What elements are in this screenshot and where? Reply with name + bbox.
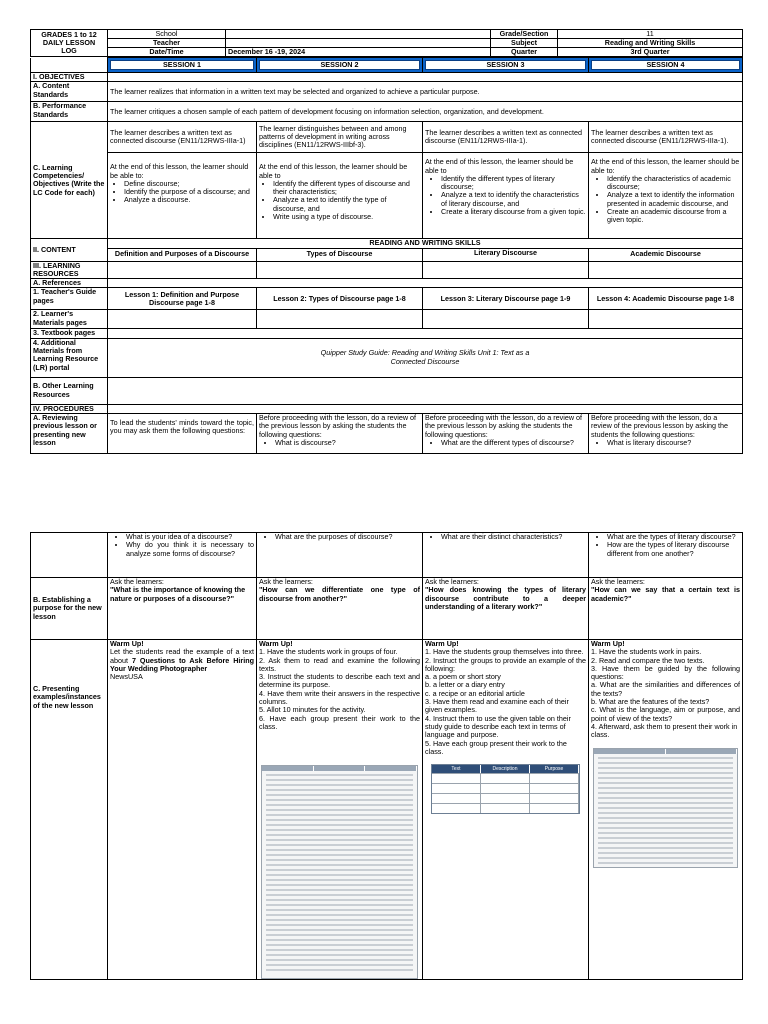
- content-banner: READING AND WRITING SKILLS: [108, 239, 743, 248]
- other-resources-label: B. Other Learning Resources: [31, 377, 108, 404]
- datetime-label: Date/Time: [108, 48, 226, 57]
- competency-s1: The learner describes a written text as connected discourse (EN11/12RWS-IIIa-1): [108, 122, 257, 153]
- additional-materials-value: Quipper Study Guide: Reading and Writing Skills Unit 1: Text as a Connected Discourse: [108, 338, 743, 377]
- topic-s1: Definition and Purposes of a Discourse: [108, 248, 257, 261]
- present-s2: Warm Up! 1. Have the students work in groups of four. 2. Ask them to read and examine the following texts. 3. Instruct the students to describe each text and determine its purpose. 4. Have them write their answers in the respective columns. 5. Allot 10 minutes for the activity. 6. Have each group present their work to the class.: [257, 640, 423, 980]
- review-cont-s1: • What is your idea of a discourse? • Why do you think it is necessary to analyze some forms of discourse?: [108, 533, 257, 578]
- present-s1: Warm Up! Let the students read the example of a text about 7 Questions to Ask Before Hiring Your Wedding Photographer NewsUSA: [108, 640, 257, 980]
- purpose-s4: Ask the learners: "How can we say that a certain text is academic?": [589, 578, 743, 640]
- topic-s2: Types of Discourse: [257, 248, 423, 261]
- text-description-purpose-table: Text Description Purpose: [431, 764, 580, 814]
- grade-label: Grade/Section: [491, 30, 558, 39]
- tg-s1: Lesson 1: Definition and Purpose Discourse page 1-8: [108, 288, 257, 310]
- review-cont-s2: • What are the purposes of discourse?: [257, 533, 423, 578]
- sample-text-worksheet: [261, 765, 418, 979]
- topic-s4: Academic Discourse: [589, 248, 743, 261]
- procedures-label: IV. PROCEDURES: [31, 404, 108, 413]
- additional-materials-label: 4. Additional Materials from Learning Resource (LR) portal: [31, 338, 108, 377]
- learners-materials-label: 2. Learner's Materials pages: [31, 310, 108, 329]
- school-label: School: [108, 30, 226, 39]
- content-standards-text: The learner realizes that information in a written text may be selected and organized to achieve a particular purpose.: [108, 82, 743, 102]
- dll-table-1: [30, 29, 743, 57]
- datetime-value: December 16 -19, 2024: [226, 48, 491, 57]
- references-label: A. References: [31, 279, 108, 288]
- dll-title: GRADES 1 to 12 DAILY LESSON LOG: [31, 30, 108, 57]
- present-s3: Warm Up! 1. Have the students group themselves into three. 2. Instruct the groups to provide an example of the following: a. a poem or short story b. a letter or a diary entry c. a recipe or an editorial article 3. Have them read and examine each of their given examples. 4. Instruct them to use the given table on their study guide to describe each text in terms of language and purpose. 5. Have each group present their work to the class. Text Description Purpose: [423, 640, 589, 980]
- performance-standards-text: The learner critiques a chosen sample of each pattern of development focusing on information selection, organization, and development.: [108, 102, 743, 122]
- topic-s3: Literary Discourse: [423, 248, 589, 261]
- tg-s4: Lesson 4: Academic Discourse page 1-8: [589, 288, 743, 310]
- teachers-guide-label: 1. Teacher's Guide pages: [31, 288, 108, 310]
- objectives-s4: At the end of this lesson, the learner should be able to: • Identify the characteristics of academic discourse; • Analyze a text to identify the information presented in academic discourse, and • Create an academic discourse from a given topic.: [589, 153, 743, 239]
- objectives-s2: At the end of this lesson, the learner should be able to • Identify the different types of discourse and their characteristics; • Analyze a text to identify the type of discourse, and • Write using a type of discourse.: [257, 153, 423, 239]
- two-texts-worksheet: [593, 748, 738, 868]
- purpose-label: B. Establishing a purpose for the new lesson: [31, 578, 108, 640]
- competency-s4: The learner describes a written text as connected discourse (EN11/12RWS-IIIa-1).: [589, 122, 743, 153]
- dll-page-2: [30, 532, 742, 980]
- objectives-s3: At the end of this lesson, the learner should be able to • Identify the different types of literary discourse; • Analyze a text to identify the characteristics of literary discourse, and • Create a literary discourse from a given topic.: [423, 153, 589, 239]
- quarter-value: 3rd Quarter: [558, 48, 743, 57]
- performance-standards-label: B. Performance Standards: [31, 102, 108, 122]
- school-value: [226, 30, 491, 39]
- competency-s2: The learner distinguishes between and among patterns of development in writing across disciplines (EN11/12RWS-IIIbf-3).: [257, 122, 423, 153]
- competencies-label: C. Learning Competencies/ Objectives (Write the LC Code for each): [31, 122, 108, 239]
- teacher-label: Teacher: [108, 39, 226, 48]
- review-s1: To lead the students' minds toward the topic, you may ask them the following questions:: [108, 414, 257, 454]
- subject-label: Subject: [491, 39, 558, 48]
- purpose-s1: Ask the learners: "What is the importance of knowing the nature or purposes of a discourse?": [108, 578, 257, 640]
- tg-s3: Lesson 3: Literary Discourse page 1-9: [423, 288, 589, 310]
- objectives-heading: I. OBJECTIVES: [31, 73, 108, 82]
- present-s4: Warm Up! 1. Have the students work in pairs. 2. Read and compare the two texts. 3. Have them be guided by the following questions: a. What are the similarities and differences of the texts? b. What are the features of the texts? c. What is the language, aim or purpose, and point of view of the texts? 4. Afterward, ask them to present their work in class.: [589, 640, 743, 980]
- objectives-s1: At the end of this lesson, the learner should be able to: • Define discourse; • Identify the purpose of a discourse; and • Analyze a discourse.: [108, 153, 257, 239]
- presenting-label: C. Presenting examples/instances of the new lesson: [31, 640, 108, 980]
- review-s3: Before proceeding with the lesson, do a review of the previous lesson by asking the students the following questions: • What are the different types of discourse?: [423, 414, 589, 454]
- review-s2: Before proceeding with the lesson, do a review of the previous lesson by asking the students the following questions: • What is discourse?: [257, 414, 423, 454]
- dll-table-2: [30, 532, 743, 980]
- content-label: II. CONTENT: [31, 239, 108, 261]
- review-s4: Before proceeding with the lesson, do a review of the previous lesson by asking the students the following questions: • What is literary discourse?: [589, 414, 743, 454]
- grade-value: 11: [558, 30, 743, 39]
- textbook-label: 3. Textbook pages: [31, 329, 108, 338]
- purpose-s3: Ask the learners: "How does knowing the types of literary discourse contribute to a deeper understanding of a literary work?": [423, 578, 589, 640]
- session-2-header: SESSION 2: [257, 58, 423, 73]
- quarter-label: Quarter: [491, 48, 558, 57]
- purpose-s2: Ask the learners: "How can we differentiate one type of discourse from another?": [257, 578, 423, 640]
- session-4-header: SESSION 4: [589, 58, 743, 73]
- review-cont-s3: • What are their distinct characteristics?: [423, 533, 589, 578]
- resources-label: III. LEARNING RESOURCES: [31, 261, 108, 279]
- session-1-header: SESSION 1: [108, 58, 257, 73]
- dll-table-main: [30, 57, 743, 454]
- dll-page-1: [30, 29, 742, 454]
- review-label: A. Reviewing previous lesson or presenting new lesson: [31, 414, 108, 454]
- tg-s2: Lesson 2: Types of Discourse page 1-8: [257, 288, 423, 310]
- session-3-header: SESSION 3: [423, 58, 589, 73]
- review-cont-s4: • What are the types of literary discourse? • How are the types of literary discourse different from one another?: [589, 533, 743, 578]
- competency-s3: The learner describes a written text as connected discourse (EN11/12RWS-IIIa-1).: [423, 122, 589, 153]
- subject-value: Reading and Writing Skills: [558, 39, 743, 48]
- content-standards-label: A. Content Standards: [31, 82, 108, 102]
- teacher-value: [226, 39, 491, 48]
